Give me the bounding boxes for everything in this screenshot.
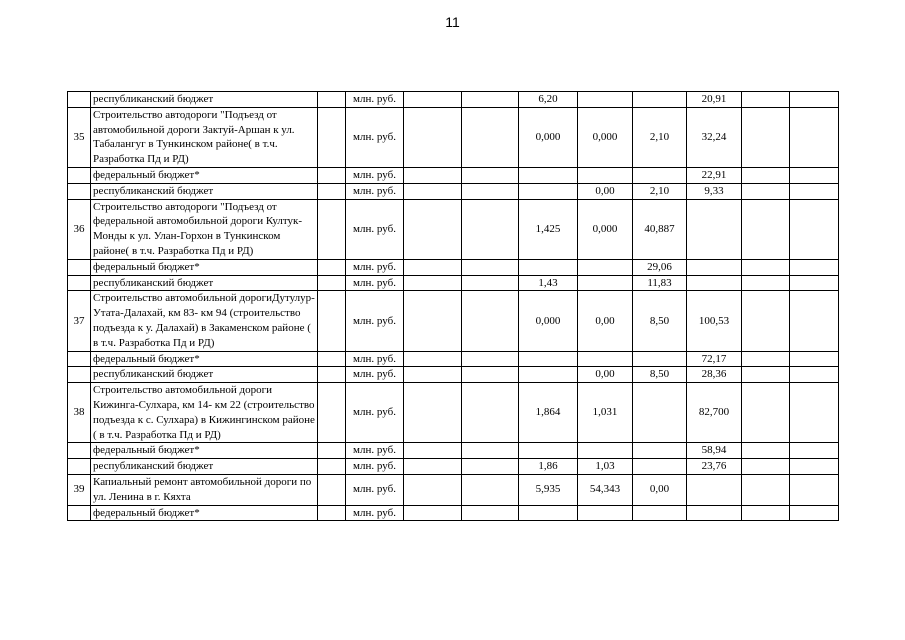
empty-cell	[318, 183, 346, 199]
cell-c2	[462, 443, 519, 459]
cell-c2	[462, 351, 519, 367]
cell-c1	[404, 383, 462, 443]
cell-c5: 2,10	[633, 107, 687, 167]
table-row	[68, 259, 839, 275]
cell-c5	[633, 351, 687, 367]
row-number	[68, 505, 91, 521]
row-number	[68, 259, 91, 275]
cell-c4: 0,00	[578, 291, 633, 351]
cell-c8	[790, 199, 839, 259]
cell-c8	[790, 107, 839, 167]
row-name: республиканский бюджет	[91, 459, 318, 475]
cell-c2	[462, 167, 519, 183]
row-number	[68, 351, 91, 367]
cell-c7	[742, 92, 790, 108]
row-number: 35	[68, 107, 91, 167]
cell-c7	[742, 199, 790, 259]
row-name: Строительство автомобильной дорогиДутулур-Утата-Далахай, км 83- км 94 (строительство подъезда к у. Далахай) в Закаменском районе ( в т.ч. Разработка Пд и РД)	[91, 291, 318, 351]
cell-c1	[404, 183, 462, 199]
cell-c6: 72,17	[687, 351, 742, 367]
cell-c1	[404, 259, 462, 275]
row-name: республиканский бюджет	[91, 183, 318, 199]
cell-c4	[578, 275, 633, 291]
cell-c2	[462, 199, 519, 259]
cell-c5: 29,06	[633, 259, 687, 275]
cell-c8	[790, 459, 839, 475]
cell-c3	[519, 443, 578, 459]
row-unit: млн. руб.	[346, 291, 404, 351]
cell-c2	[462, 459, 519, 475]
cell-c1	[404, 505, 462, 521]
cell-c2	[462, 474, 519, 505]
cell-c7	[742, 351, 790, 367]
empty-cell	[318, 459, 346, 475]
row-number	[68, 92, 91, 108]
cell-c7	[742, 383, 790, 443]
cell-c5: 2,10	[633, 183, 687, 199]
row-unit: млн. руб.	[346, 275, 404, 291]
table-row	[68, 474, 839, 505]
empty-cell	[318, 443, 346, 459]
cell-c1	[404, 474, 462, 505]
table-row	[68, 275, 839, 291]
table-row	[68, 459, 839, 475]
empty-cell	[318, 367, 346, 383]
cell-c3: 1,43	[519, 275, 578, 291]
cell-c3	[519, 167, 578, 183]
row-name: федеральный бюджет*	[91, 259, 318, 275]
cell-c3: 5,935	[519, 474, 578, 505]
row-unit: млн. руб.	[346, 199, 404, 259]
row-name: Строительство автомобильной дороги Кижинга-Сулхара, км 14- км 22 (строительство подъезда к с. Сулхара) в Кижингинском районе ( в т.ч. Разработка Пд и РД)	[91, 383, 318, 443]
cell-c2	[462, 92, 519, 108]
cell-c8	[790, 92, 839, 108]
row-unit: млн. руб.	[346, 383, 404, 443]
cell-c7	[742, 367, 790, 383]
table-body	[68, 92, 839, 521]
cell-c4: 0,000	[578, 199, 633, 259]
empty-cell	[318, 92, 346, 108]
cell-c7	[742, 459, 790, 475]
row-number: 38	[68, 383, 91, 443]
cell-c5	[633, 459, 687, 475]
row-number: 36	[68, 199, 91, 259]
row-number	[68, 459, 91, 475]
cell-c5: 8,50	[633, 367, 687, 383]
empty-cell	[318, 107, 346, 167]
cell-c4: 0,00	[578, 183, 633, 199]
row-unit: млн. руб.	[346, 443, 404, 459]
cell-c1	[404, 367, 462, 383]
empty-cell	[318, 291, 346, 351]
cell-c2	[462, 505, 519, 521]
empty-cell	[318, 505, 346, 521]
row-unit: млн. руб.	[346, 183, 404, 199]
cell-c7	[742, 474, 790, 505]
cell-c2	[462, 107, 519, 167]
cell-c1	[404, 167, 462, 183]
cell-c6	[687, 199, 742, 259]
cell-c1	[404, 92, 462, 108]
cell-c4: 0,00	[578, 367, 633, 383]
row-number	[68, 167, 91, 183]
cell-c5: 11,83	[633, 275, 687, 291]
table-row	[68, 443, 839, 459]
cell-c6: 22,91	[687, 167, 742, 183]
cell-c2	[462, 183, 519, 199]
cell-c3: 1,864	[519, 383, 578, 443]
cell-c6	[687, 259, 742, 275]
cell-c6: 58,94	[687, 443, 742, 459]
row-name: федеральный бюджет*	[91, 443, 318, 459]
cell-c6: 28,36	[687, 367, 742, 383]
cell-c5	[633, 383, 687, 443]
cell-c8	[790, 505, 839, 521]
row-number	[68, 443, 91, 459]
budget-table	[67, 91, 839, 521]
cell-c1	[404, 107, 462, 167]
cell-c1	[404, 459, 462, 475]
cell-c3	[519, 505, 578, 521]
table-row	[68, 107, 839, 167]
empty-cell	[318, 351, 346, 367]
cell-c4	[578, 351, 633, 367]
cell-c8	[790, 259, 839, 275]
table-row	[68, 167, 839, 183]
row-name: республиканский бюджет	[91, 275, 318, 291]
cell-c8	[790, 474, 839, 505]
cell-c6	[687, 505, 742, 521]
cell-c7	[742, 259, 790, 275]
cell-c1	[404, 351, 462, 367]
cell-c6: 100,53	[687, 291, 742, 351]
cell-c3: 1,86	[519, 459, 578, 475]
row-unit: млн. руб.	[346, 167, 404, 183]
cell-c6: 20,91	[687, 92, 742, 108]
cell-c4	[578, 259, 633, 275]
cell-c3	[519, 351, 578, 367]
row-unit: млн. руб.	[346, 107, 404, 167]
cell-c8	[790, 167, 839, 183]
cell-c5	[633, 505, 687, 521]
cell-c3	[519, 367, 578, 383]
cell-c7	[742, 443, 790, 459]
cell-c4: 1,031	[578, 383, 633, 443]
cell-c4: 1,03	[578, 459, 633, 475]
table-row	[68, 183, 839, 199]
row-unit: млн. руб.	[346, 367, 404, 383]
cell-c4: 0,000	[578, 107, 633, 167]
page-number: 11	[445, 14, 460, 30]
row-name: федеральный бюджет*	[91, 167, 318, 183]
cell-c8	[790, 383, 839, 443]
empty-cell	[318, 199, 346, 259]
cell-c1	[404, 443, 462, 459]
row-number: 39	[68, 474, 91, 505]
row-unit: млн. руб.	[346, 92, 404, 108]
table-row	[68, 351, 839, 367]
row-unit: млн. руб.	[346, 474, 404, 505]
cell-c4	[578, 92, 633, 108]
empty-cell	[318, 167, 346, 183]
cell-c4	[578, 505, 633, 521]
cell-c7	[742, 275, 790, 291]
row-unit: млн. руб.	[346, 351, 404, 367]
table-row	[68, 367, 839, 383]
cell-c5	[633, 443, 687, 459]
cell-c1	[404, 291, 462, 351]
cell-c1	[404, 199, 462, 259]
row-name: федеральный бюджет*	[91, 351, 318, 367]
cell-c8	[790, 351, 839, 367]
table-row	[68, 505, 839, 521]
cell-c5: 40,887	[633, 199, 687, 259]
row-unit: млн. руб.	[346, 505, 404, 521]
table-row	[68, 291, 839, 351]
cell-c1	[404, 275, 462, 291]
cell-c5: 0,00	[633, 474, 687, 505]
cell-c6	[687, 275, 742, 291]
row-name: республиканский бюджет	[91, 92, 318, 108]
row-number	[68, 183, 91, 199]
table-row	[68, 92, 839, 108]
empty-cell	[318, 259, 346, 275]
cell-c8	[790, 367, 839, 383]
cell-c6: 9,33	[687, 183, 742, 199]
cell-c7	[742, 167, 790, 183]
cell-c8	[790, 291, 839, 351]
cell-c3: 0,000	[519, 107, 578, 167]
cell-c5	[633, 167, 687, 183]
cell-c8	[790, 183, 839, 199]
row-number: 37	[68, 291, 91, 351]
cell-c6: 23,76	[687, 459, 742, 475]
cell-c3: 1,425	[519, 199, 578, 259]
cell-c7	[742, 291, 790, 351]
cell-c2	[462, 291, 519, 351]
cell-c2	[462, 367, 519, 383]
cell-c3	[519, 259, 578, 275]
cell-c3: 0,000	[519, 291, 578, 351]
cell-c4	[578, 443, 633, 459]
empty-cell	[318, 383, 346, 443]
cell-c4: 54,343	[578, 474, 633, 505]
cell-c6: 82,700	[687, 383, 742, 443]
cell-c2	[462, 383, 519, 443]
table-row	[68, 383, 839, 443]
row-name: Капиальный ремонт автомобильной дороги по ул. Ленина в г. Кяхта	[91, 474, 318, 505]
row-name: республиканский бюджет	[91, 367, 318, 383]
row-unit: млн. руб.	[346, 259, 404, 275]
row-name: Строительство автодороги "Подъезд от автомобильной дороги Зактуй-Аршан к ул. Табалангуг в Тункинском районе( в т.ч. Разработка Пд и РД)	[91, 107, 318, 167]
empty-cell	[318, 474, 346, 505]
row-name: Строительство автодороги "Подъезд от федеральной автомобильной дороги Култук-Монды к ул. Улан-Горхон в Тункинском районе( в т.ч. Разработка Пд и РД)	[91, 199, 318, 259]
row-unit: млн. руб.	[346, 459, 404, 475]
cell-c6	[687, 474, 742, 505]
cell-c5: 8,50	[633, 291, 687, 351]
cell-c8	[790, 443, 839, 459]
cell-c8	[790, 275, 839, 291]
row-number	[68, 275, 91, 291]
cell-c2	[462, 259, 519, 275]
table-row	[68, 199, 839, 259]
empty-cell	[318, 275, 346, 291]
cell-c7	[742, 505, 790, 521]
cell-c3: 6,20	[519, 92, 578, 108]
cell-c7	[742, 107, 790, 167]
cell-c2	[462, 275, 519, 291]
row-name: федеральный бюджет*	[91, 505, 318, 521]
cell-c4	[578, 167, 633, 183]
cell-c5	[633, 92, 687, 108]
cell-c3	[519, 183, 578, 199]
cell-c7	[742, 183, 790, 199]
cell-c6: 32,24	[687, 107, 742, 167]
row-number	[68, 367, 91, 383]
